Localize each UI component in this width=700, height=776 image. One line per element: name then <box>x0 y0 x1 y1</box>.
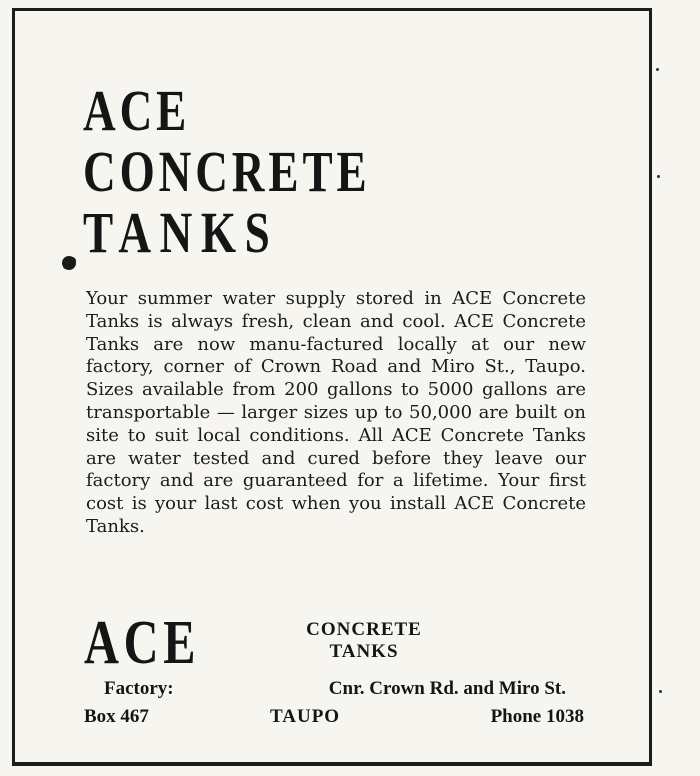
headline-line-3: TANKS <box>83 200 279 265</box>
body-copy: Your summer water supply stored in ACE Concrete Tanks is always fresh, clean and cool. ACE Concrete Tanks are now manu-factured locally at our new factory, corner of Crown Road and Miro St., Taupo. Sizes available from 200 gallons to 5000 gallons are transportable — larger sizes up to 50,000 are built on site to suit local conditions. All ACE Concrete Tanks are water tested and cured before they leave our factory and are guaranteed for a lifetime. Your first cost is your last cost when you install ACE Concrete Tanks. <box>86 288 586 537</box>
ink-speck <box>657 175 660 178</box>
product-line-2: TANKS <box>329 641 399 662</box>
product-line-1: CONCRETE <box>306 619 422 640</box>
po-box: Box 467 <box>84 706 149 727</box>
footer-brand: ACE <box>84 609 201 677</box>
factory-label: Factory: <box>104 678 174 699</box>
factory-address: Cnr. Crown Rd. and Miro St. <box>328 678 566 699</box>
ink-blot <box>62 256 76 270</box>
phone-number: Phone 1038 <box>490 706 584 727</box>
ink-speck <box>656 68 659 71</box>
ink-speck <box>659 690 662 693</box>
headline-line-1: ACE <box>83 78 191 143</box>
town: TAUPO <box>270 706 341 727</box>
headline-line-2: CONCRETE <box>83 139 371 204</box>
factory-address-line <box>104 678 566 700</box>
